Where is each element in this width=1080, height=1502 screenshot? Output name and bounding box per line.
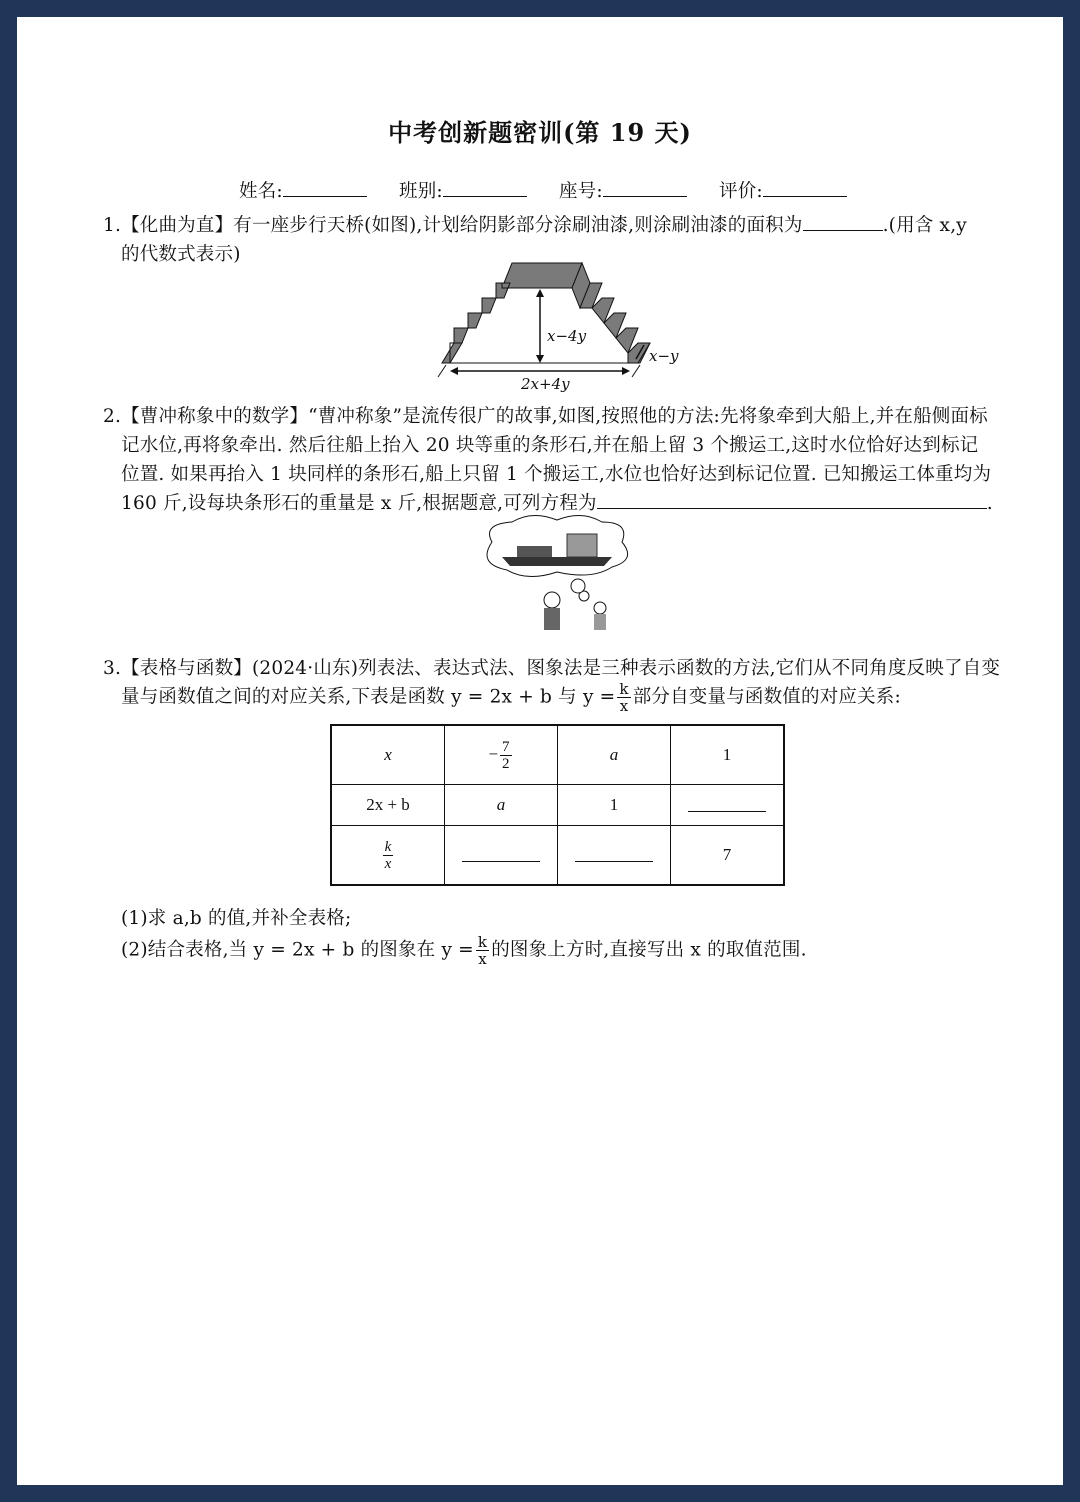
class-field <box>399 177 527 203</box>
worksheet-page <box>17 17 1063 1485</box>
answer-blank[interactable] <box>671 785 785 826</box>
q3-line2: 量与函数值之间的对应关系,下表是函数 y = 2x + b 与 y = $\frac{k}{x}$ 部分自变量与函数值的对应关系: <box>121 680 901 715</box>
q2-line2: 记水位,再将象牵出. 然后往船上抬入 20 块等重的条形石,并在船上留 3 个搬运工,这时水位恰好达到标记 <box>121 435 979 456</box>
q1-line2: 的代数式表示) <box>121 244 241 265</box>
name-field <box>239 177 367 203</box>
q2-line1: 2.【曹冲称象中的数学】“曹冲称象”是流传很广的故事,如图,按照他的方法:先将象牵到大船上,并在船侧面标 <box>103 406 988 427</box>
width-label: 2x+4y <box>521 375 570 393</box>
q3-sub2: (2)结合表格,当 y = 2x + b 的图象在 y = $\frac{k}{x}$ 的图象上方时,直接写出 x 的取值范围. <box>121 933 807 968</box>
bridge-figure <box>432 255 692 385</box>
q2-line4: 160 斤,设每块条形石的重量是 x 斤,根据题意,可列方程为 . <box>121 489 993 515</box>
depth-label: x−y <box>649 347 679 365</box>
cao-chong-illustration <box>472 512 642 632</box>
function-table: x − $\frac{7}{2}$ a 1 2x + b a 1 $\frac{k}{x}$ 7 <box>330 724 785 886</box>
q3-line1: 3.【表格与函数】(2024·山东)列表法、表达式法、图象法是三种表示函数的方法,它们从不同角度反映了自变 <box>103 658 1001 679</box>
class-label: 班别: <box>399 181 443 202</box>
grade-label: 评价: <box>719 181 763 202</box>
answer-blank[interactable] <box>558 826 671 886</box>
seat-field <box>559 177 687 203</box>
seat-label: 座号: <box>559 181 603 202</box>
height-label: x−4y <box>547 327 587 345</box>
name-label: 姓名: <box>239 181 283 202</box>
answer-blank[interactable] <box>445 826 558 886</box>
grade-field <box>719 177 847 203</box>
q2-line3: 位置. 如果再抬入 1 块同样的条形石,船上只留 1 个搬运工,水位也恰好达到标记位置. 已知搬运工体重均为 <box>121 464 992 485</box>
k-over-x: $\frac{k}{x}$ <box>619 680 629 715</box>
q1-line1: 1.【化曲为直】有一座步行天桥(如图),计划给阴影部分涂刷油漆,则涂刷油漆的面积为 .(用含 x,y <box>103 211 967 237</box>
q3-sub1: (1)求 a,b 的值,并补全表格; <box>121 908 352 929</box>
page-title: 中考创新题密训(第 19 天) <box>388 118 692 147</box>
